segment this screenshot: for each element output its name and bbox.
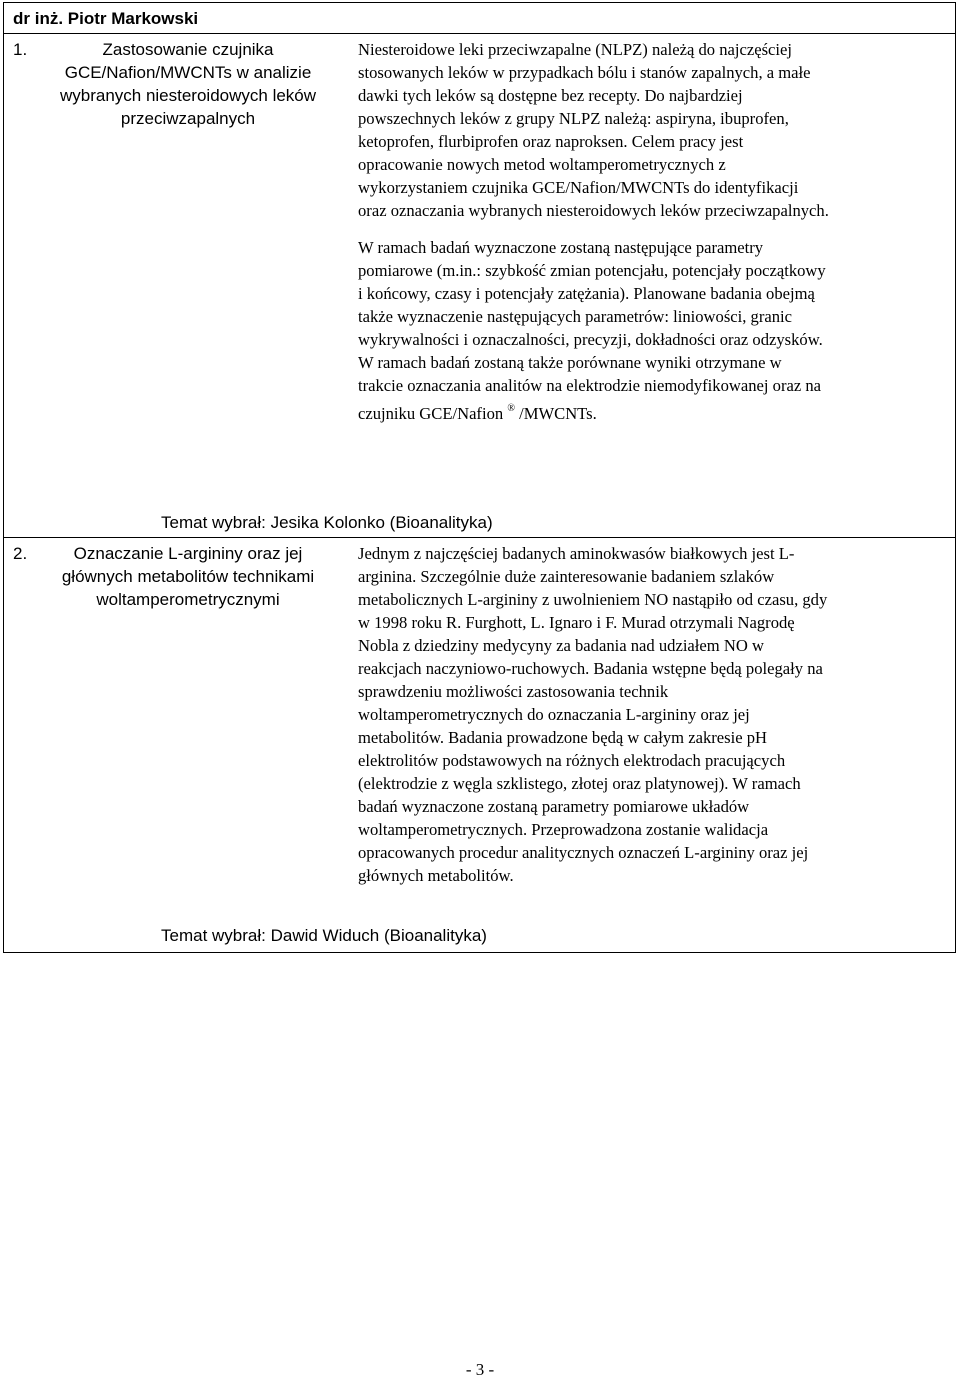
topic-row-2 bbox=[4, 537, 955, 952]
description-paragraph: W ramach badań wyznaczone zostaną następujące parametry pomiarowe (m.in.: szybkość zmian potencjału, potencjały początkowy i końcowy, czasy i potencjały zatężania). Planowane badania obejmą także wyznaczenie następujących parametrów: liniowości, granic wykrywalności i oznaczalności, precyzji, dokładności oraz odzysków. W ramach badań zostaną także porównane wyniki otrzymane w trakcie oznaczania analitów na elektrodzie niemodyfikowanej oraz na czujniku GCE/Nafion ® /MWCNTs. bbox=[358, 238, 826, 423]
author-name: dr inż. Piotr Markowski bbox=[13, 9, 199, 28]
chosen-by-label: Temat wybrał: Jesika Kolonko (Bioanalityka) bbox=[161, 513, 493, 532]
description-paragraph: Jednym z najczęściej badanych aminokwasów białkowych jest L-arginina. Szczególnie duże zainteresowanie badaniem szlaków metabolicznych L-argininy z uwolnieniem NO nastąpiło od czasu, gdy w 1998 roku R. Furghott, L. Ignaro i F. Murad otrzymali Nagrodę Nobla z dziedziny medycyny za badania nad udziałem NO w reakcjach naczyniowo-ruchowych. Badania wstępne będą polegały na sprawdzeniu możliwości zastosowania technik woltamperometrycznych do oznaczania L-argininy oraz jej metabolitów. Badania prowadzone będą w całym zakresie pH elektrolitów podstawowych na różnych elektrodach pracujących (elektrodzie z węgla szklistego, złotej oraz platynowej). W ramach badań wyznaczone zostaną parametry pomiarowe układów woltamperometrycznych. Przeprowadzona zostanie walidacja opracowanych procedur analitycznych oznaczeń L-argininy oraz jej głównych metabolitów. bbox=[358, 544, 828, 885]
topic-row-1 bbox=[4, 34, 955, 537]
topic-title: Oznaczanie L-argininy oraz jej głównych metabolitów technikami woltamperometrycznymi bbox=[61, 544, 315, 609]
page-number: - 3 - bbox=[465, 1360, 495, 1379]
description-paragraph: Niesteroidowe leki przeciwzapalne (NLPZ) należą do najczęściej stosowanych leków w przypadkach bólu i stanów zapalnych, a małe dawki tych leków są dostępne bez recepty. Do najbardziej powszechnych leków z grupy NLPZ należą: aspiryna, ibuprofen, ketoprofen, flurbiprofen oraz naproksen. Celem pracy jest opracowanie nowych metod woltamperometrycznych z wykorzystaniem czujnika GCE/Nafion/MWCNTs do identyfikacji oraz oznaczania wybranych niesteroidowych leków przeciwzapalnych. bbox=[358, 40, 829, 220]
topics-table bbox=[3, 2, 956, 953]
topic-description bbox=[333, 34, 830, 537]
topic-number: 1. bbox=[13, 40, 28, 59]
topic-description bbox=[333, 538, 830, 952]
registered-mark: ® bbox=[507, 403, 515, 414]
chosen-by-label: Temat wybrał: Dawid Widuch (Bioanalityka) bbox=[161, 926, 487, 945]
topic-number: 2. bbox=[13, 544, 28, 563]
topic-title: Zastosowanie czujnika GCE/Nafion/MWCNTs w analizie wybranych niesteroidowych leków przeciwzapalnych bbox=[59, 40, 317, 128]
author-header bbox=[4, 3, 955, 34]
